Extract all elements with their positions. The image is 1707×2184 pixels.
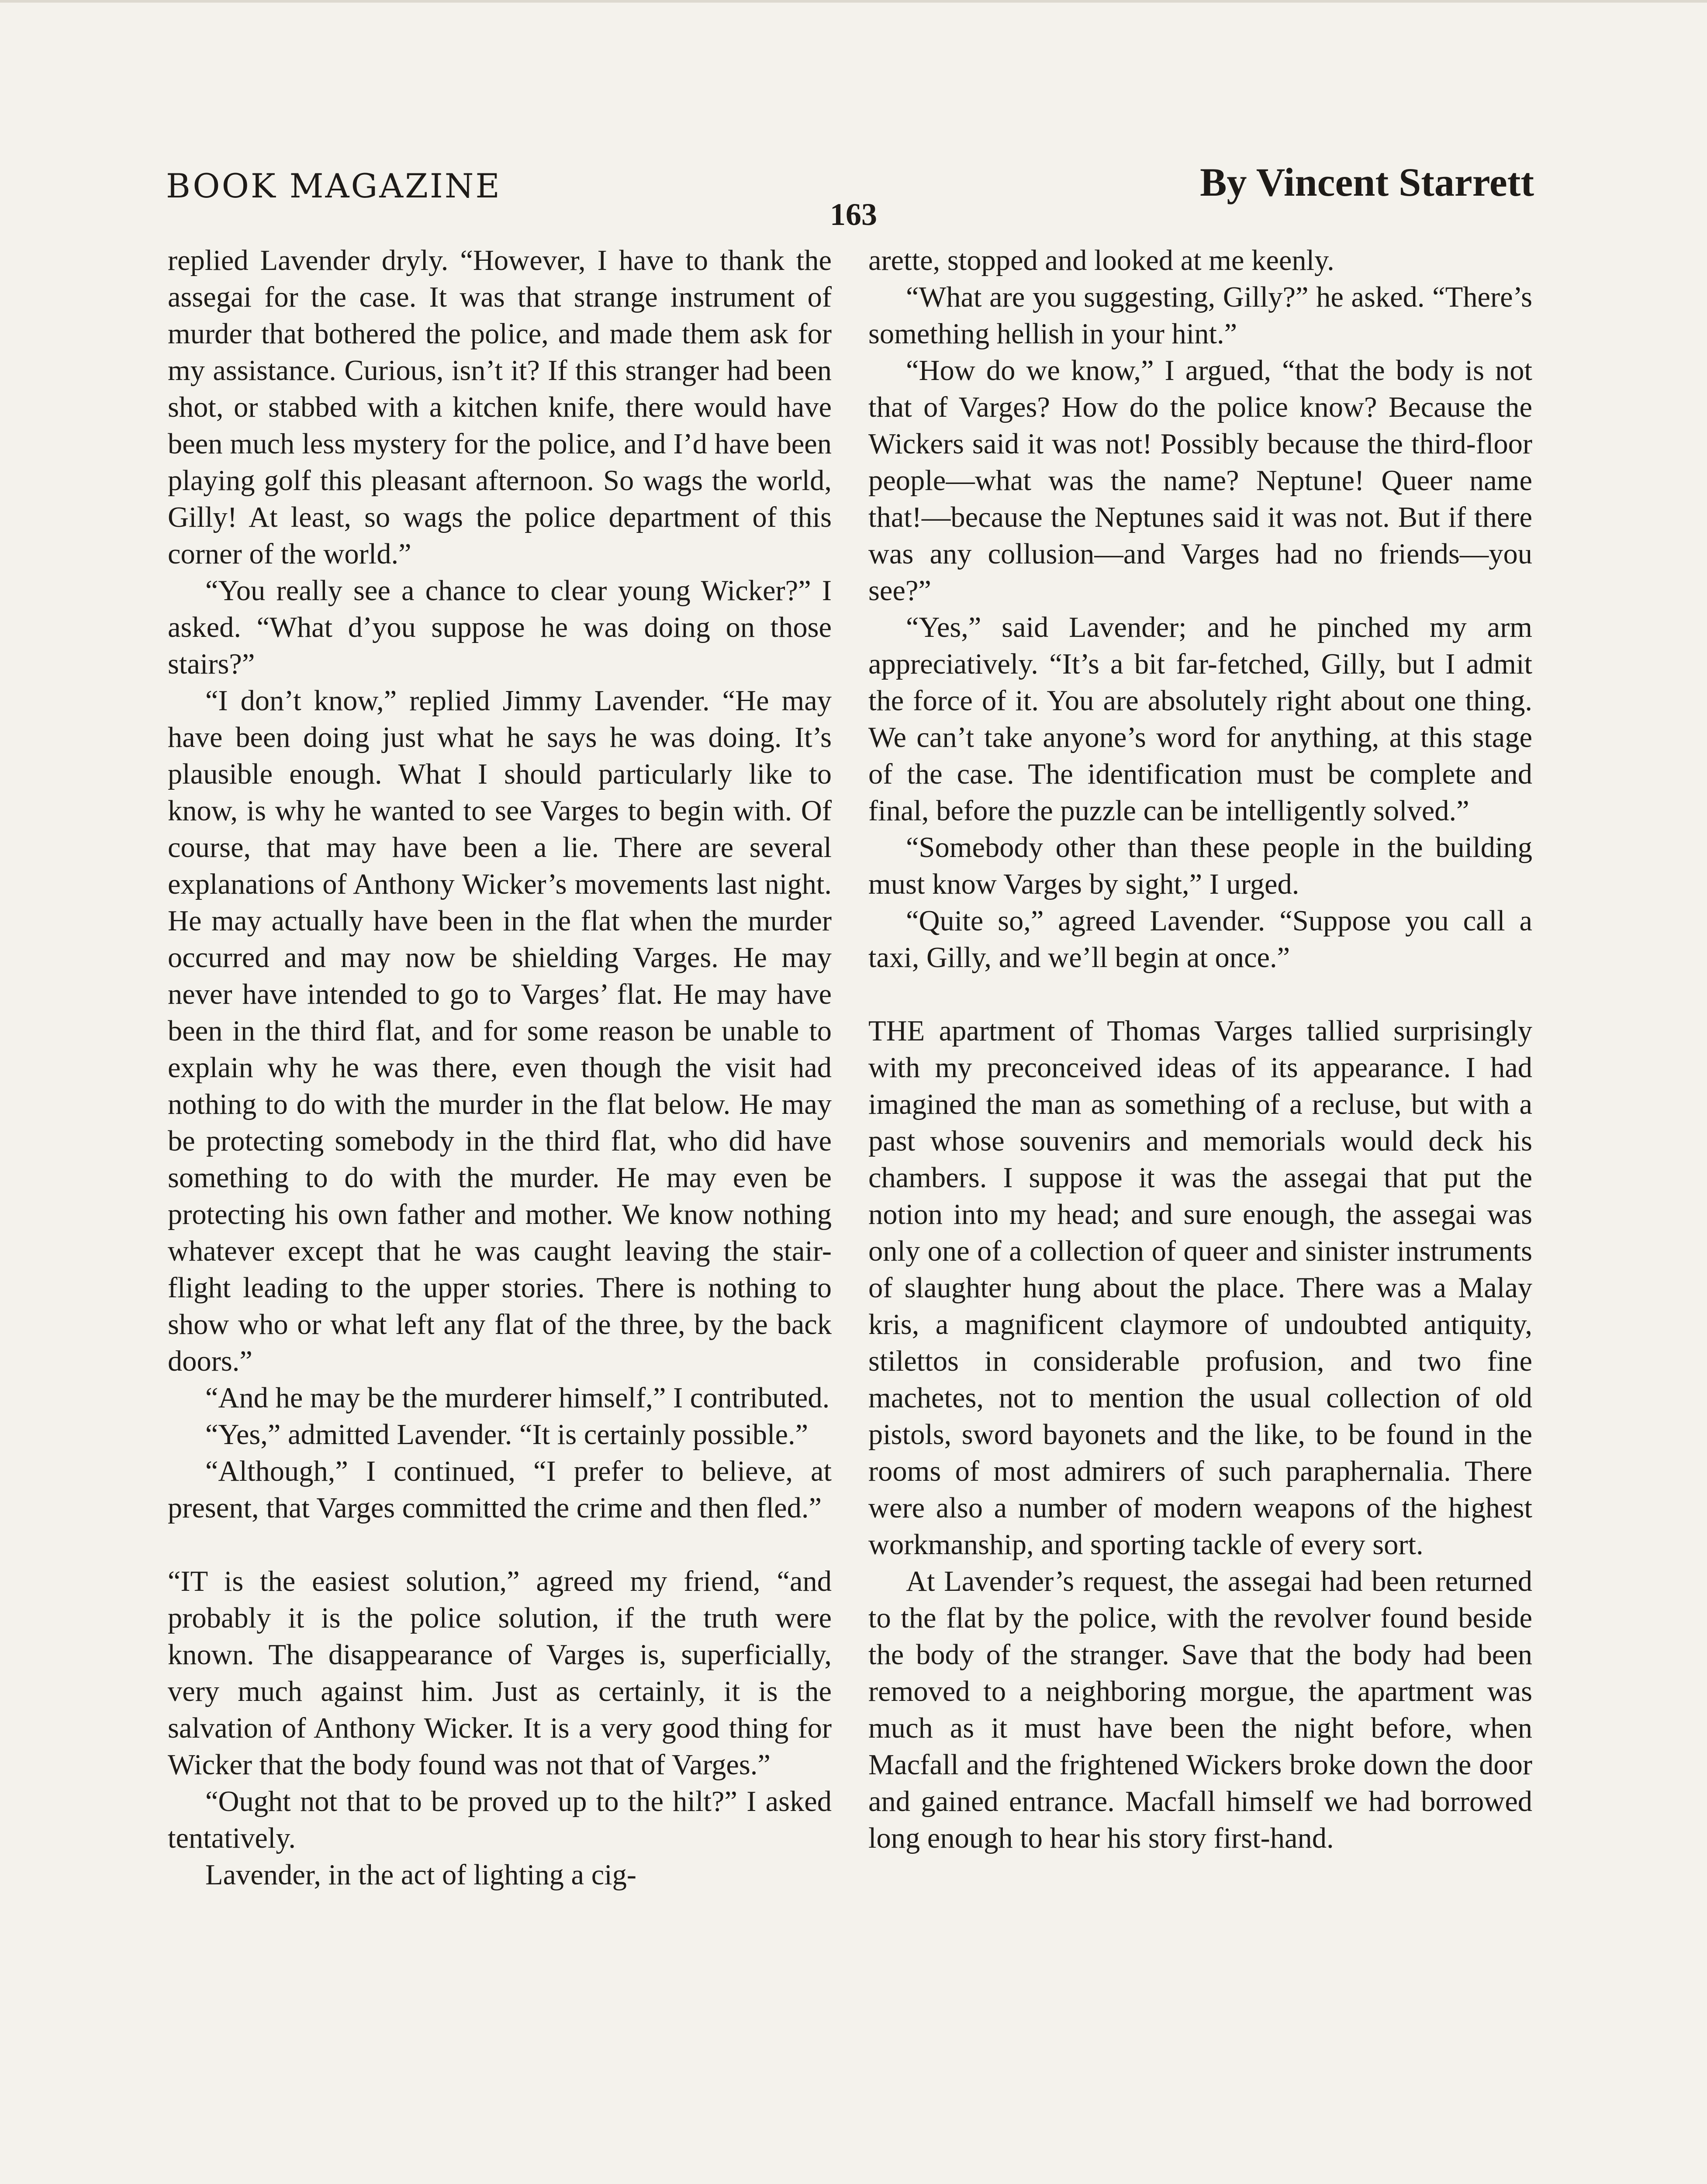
paragraph: “Although,” I continued, “I prefer to believe, at present, that Varges committed the crime and then fled.” — [168, 1455, 832, 1524]
paragraph: arette, stopped and looked at me keenly. — [868, 245, 1334, 276]
paragraph: At Lavender’s request, the assegai had been returned to the flat by the police, with the revolver found beside the body of the stranger. Save that the body had been removed to a neighboring morgue, the apartment was much as it must have been the night before, when Macfall and the frightened Wickers broke down the door and gained entrance. Macfall himself we had borrowed long enough to hear his story first-hand. — [868, 1565, 1532, 1854]
paragraph: “What are you suggesting, Gilly?” he asked. “There’s something hellish in your hint.” — [868, 281, 1532, 350]
section-start-paragraph: “IT is the easiest solution,” agreed my friend, “and probably it is the police solution, if the truth were known. The disappearance of Varges is, superficially, very much against him. Just as certainly, it is the salvation of Anthony Wicker. It is a very good thing for Wicker that the body found was not that of Varges.” — [168, 1565, 832, 1781]
paragraph: “I don’t know,” replied Jimmy Lavender. “He may have been doing just what he says he was doing. It’s plausible enough. What I should particularly like to know, is why he wanted to see Varges to begin with. Of course, that may have been a lie. There are several explanations of Anthony Wicker’s movements last night. He may actually have been in the flat when the murder occurred and may now be shielding Varges. He may never have intended to go to Varges’ flat. He may have been in the third flat, and for some reason be unable to explain why he was there, even though the visit had nothing to do with the murder in the flat below. He may be protecting somebody in the third flat, who did have something to do with the murder. He may even be protecting his own father and mother. We know nothing whatever except that he was caught leaving the stair-flight leading to the upper stories. There is nothing to show who or what left any flat of the three, by the back doors.” — [168, 685, 832, 1377]
paragraph: “Quite so,” agreed Lavender. “Suppose you call a taxi, Gilly, and we’ll begin at once.” — [868, 905, 1532, 974]
section-start-paragraph: THE apartment of Thomas Varges tallied surprisingly with my preconceived ideas of its appearance. I had imagined the man as something of a recluse, but with a past whose souvenirs and memorials would deck his chambers. I suppose it was the assegai that put the notion into my head; and sure enough, the assegai was only one of a collection of queer and sinister instruments of slaughter hung about the place. There was a Malay kris, a magnificent claymore of undoubted antiquity, stilettos in considerable profusion, and two fine machetes, not to mention the usual collection of old pistols, sword bayonets and the like, to be found in the rooms of most admirers of such paraphernalia. There were also a number of modern weapons of the highest workmanship, and sporting tackle of every sort. — [868, 1015, 1532, 1561]
page-edge — [0, 0, 1707, 3]
page-number: 163 — [830, 197, 877, 232]
paragraph: “Yes,” said Lavender; and he pinched my arm appreciatively. “It’s a bit far-fetched, Gilly, but I admit the force of it. You are absolutely right about one thing. We can’t take anyone’s word for anything, at this stage of the case. The identification must be complete and final, before the puzzle can be intelligently solved.” — [868, 612, 1532, 827]
paragraph: “Ought not that to be proved up to the hilt?” I asked tentatively. — [168, 1786, 832, 1854]
paragraph: “Yes,” admitted Lavender. “It is certainly possible.” — [205, 1419, 809, 1451]
paragraph: replied Lavender dryly. “However, I have to thank the assegai for the case. It was that strange instrument of murder that bothered the police, and made them ask for my assistance. Curious, isn’t it? If this stranger had been shot, or stabbed with a kitchen knife, there would have been much less mystery for the police, and I’d have been playing golf this pleasant afternoon. So wags the world, Gilly! At least, so wags the police department of this corner of the world.” — [168, 245, 832, 570]
paragraph: Lavender, in the act of lighting a cig- — [205, 1859, 637, 1891]
right-column — [868, 242, 1532, 1857]
paragraph: “How do we know,” I argued, “that the body is not that of Varges? How do the police know? Because the Wickers said it was not! Possibly because the third-floor people—what was the name? Neptune! Queer name that!—because the Neptunes said it was not. But if there was any collusion—and Varges had no friends—you see?” — [868, 355, 1532, 607]
paragraph: “Somebody other than these people in the building must know Varges by sight,” I urged. — [868, 832, 1532, 900]
magazine-title: BOOK MAGAZINE — [166, 166, 501, 205]
author-byline: By Vincent Starrett — [1200, 160, 1534, 204]
paragraph: “And he may be the murderer himself,” I contributed. — [205, 1382, 830, 1414]
paragraph: “You really see a chance to clear young Wicker?” I asked. “What d’you suppose he was doing on those stairs?” — [168, 575, 832, 680]
left-column — [168, 242, 832, 1894]
